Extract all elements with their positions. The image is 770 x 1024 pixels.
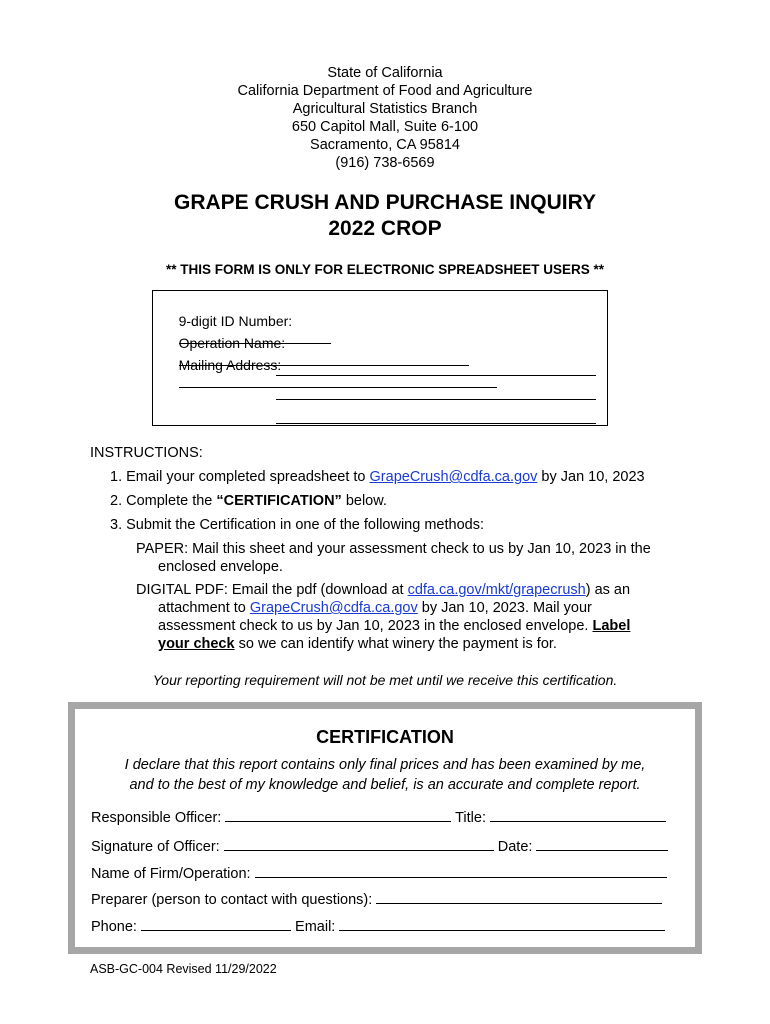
- preparer-label: Preparer (person to contact with questions):: [91, 892, 373, 908]
- instruction-2-certification: “CERTIFICATION”: [216, 493, 342, 509]
- header-branch: Agricultural Statistics Branch: [292, 101, 478, 117]
- signature-label: Signature of Officer:: [91, 839, 220, 855]
- firm-name-label: Name of Firm/Operation:: [91, 866, 251, 882]
- instruction-2-text: 2. Complete the: [110, 493, 217, 509]
- declaration-line-1: I declare that this report contains only final prices and has been examined by me,: [124, 757, 646, 773]
- signature-field[interactable]: [224, 836, 494, 851]
- header-state: State of California: [327, 65, 443, 81]
- responsible-officer-label: Responsible Officer:: [91, 810, 222, 826]
- instruction-1-deadline: by Jan 10, 2023: [537, 469, 645, 485]
- form-title-crop: 2022 CROP: [328, 217, 442, 240]
- header-street: 650 Capitol Mall, Suite 6-100: [291, 119, 479, 135]
- grapecrush-email-link-2[interactable]: GrapeCrush@cdfa.ca.gov: [249, 600, 418, 616]
- electronic-users-notice: ** THIS FORM IS ONLY FOR ELECTRONIC SPREADSHEET USERS **: [165, 262, 605, 277]
- instruction-2: [90, 492, 690, 510]
- instruction-2-end: below.: [341, 493, 387, 509]
- grapecrush-email-link[interactable]: GrapeCrush@cdfa.ca.gov: [369, 469, 538, 485]
- header-phone: (916) 738-6569: [335, 155, 435, 171]
- header-city: Sacramento, CA 95814: [310, 137, 460, 153]
- date-label: Date:: [497, 839, 533, 855]
- declaration-line-2: and to the best of my knowledge and belief, is an accurate and complete report.: [129, 777, 641, 793]
- digital-method-line-3: [90, 617, 690, 635]
- phone-label: Phone:: [91, 919, 137, 935]
- firm-name-field[interactable]: [255, 863, 667, 878]
- digital-method-deadline: by Jan 10, 2023. Mail your: [417, 600, 592, 616]
- signature-row: [91, 836, 668, 855]
- form-title: [0, 190, 770, 242]
- certification-declaration: [75, 755, 695, 795]
- digital-method-text: DIGITAL PDF: Email the pdf (download at: [136, 582, 408, 598]
- agency-header: [0, 64, 770, 172]
- form-revision-footer: ASB-GC-004 Revised 11/29/2022: [90, 962, 277, 976]
- reporting-requirement-note: Your reporting requirement will not be met until we receive this certification.: [152, 672, 618, 688]
- instructions-heading: INSTRUCTIONS:: [90, 445, 203, 461]
- header-department: California Department of Food and Agriculture: [237, 83, 533, 99]
- mailing-address-line-4[interactable]: [276, 409, 596, 424]
- digital-method-line-2: [90, 599, 690, 617]
- your-check-emphasis: your check: [158, 636, 235, 652]
- officer-row: [91, 807, 666, 826]
- preparer-row: [91, 889, 662, 908]
- id-number-label: 9-digit ID Number:: [178, 313, 293, 329]
- officer-title-label: Title:: [455, 810, 486, 826]
- contact-row: [91, 916, 665, 935]
- mailing-address-line-2[interactable]: [276, 361, 596, 376]
- date-field[interactable]: [536, 836, 668, 851]
- digital-method-line-1: [90, 581, 690, 599]
- digital-method-purpose: so we can identify what winery the payment is for.: [234, 636, 557, 652]
- email-label: Email:: [295, 919, 336, 935]
- instructions: [90, 444, 690, 653]
- label-emphasis: Label: [592, 618, 631, 634]
- responsible-officer-field[interactable]: [225, 807, 451, 822]
- mailing-address-label: Mailing Address:: [178, 357, 282, 373]
- paper-method-line-1: PAPER: Mail this sheet and your assessment check to us by Jan 10, 2023 in the: [136, 541, 651, 557]
- paper-method-line-2: enclosed envelope.: [158, 559, 283, 575]
- certification-title: CERTIFICATION: [316, 727, 454, 747]
- email-field[interactable]: [339, 916, 665, 931]
- certification-box: [68, 702, 702, 954]
- form-title-main: GRAPE CRUSH AND PURCHASE INQUIRY: [174, 191, 596, 214]
- mailing-address-line-3[interactable]: [276, 385, 596, 400]
- operation-name-label: Operation Name:: [178, 335, 286, 351]
- instruction-1-text: 1. Email your completed spreadsheet to: [110, 469, 370, 485]
- digital-method-attachment-text: attachment to: [158, 600, 250, 616]
- grapecrush-page-link[interactable]: cdfa.ca.gov/mkt/grapecrush: [407, 582, 586, 598]
- digital-method-text-end: ) as an: [585, 582, 631, 598]
- address-box: [152, 290, 608, 426]
- preparer-field[interactable]: [376, 889, 662, 904]
- digital-method-check-text: assessment check to us by Jan 10, 2023 in the enclosed envelope.: [158, 618, 593, 634]
- phone-field[interactable]: [141, 916, 291, 931]
- firm-row: [91, 863, 667, 882]
- digital-method-line-4: [90, 635, 690, 653]
- officer-title-field[interactable]: [490, 807, 666, 822]
- instruction-3: 3. Submit the Certification in one of the following methods:: [110, 517, 484, 533]
- instruction-1: [90, 468, 690, 486]
